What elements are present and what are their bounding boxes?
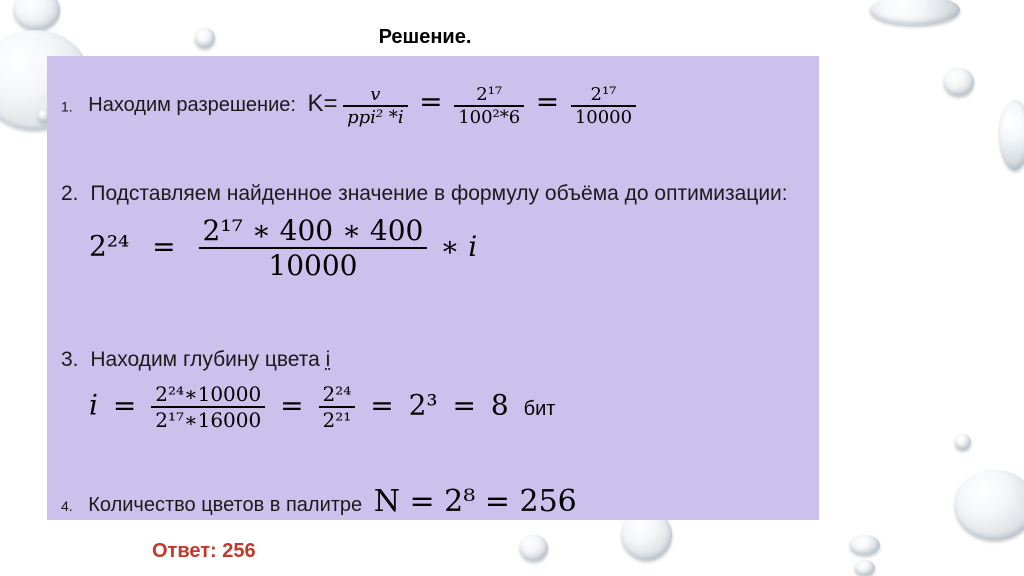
water-drop-decoration	[955, 434, 971, 450]
formula-lhs: 2²⁴	[89, 229, 130, 263]
step-text: Находим глубину цвета	[90, 348, 320, 371]
fraction	[343, 84, 408, 128]
step-number: 2.	[61, 182, 79, 205]
fraction-denominator: 2¹⁷∗16000	[151, 406, 265, 432]
water-drop-decoration	[955, 470, 1024, 540]
fraction-numerator: 2¹⁷	[590, 84, 617, 105]
fraction-numerator: 2²⁴∗10000	[155, 382, 262, 406]
step-text: Находим разрешение:	[88, 94, 296, 117]
water-drop-decoration	[870, 0, 960, 25]
fraction-numerator: v	[370, 84, 381, 105]
fraction	[571, 84, 636, 128]
water-drop-decoration	[1000, 100, 1024, 170]
variable-i: i	[325, 348, 331, 371]
step-text: Подставляем найденное значение в формулу объёма до оптимизации:	[90, 182, 788, 205]
bit-result: 8	[490, 388, 509, 422]
equals-sign: =	[370, 388, 394, 422]
answer-text: Ответ: 256	[152, 540, 256, 562]
fraction-denominator: 10000	[199, 247, 428, 282]
fraction-numerator: 2¹⁷	[476, 84, 503, 105]
step-text: Количество цветов в палитре	[88, 494, 363, 516]
fraction-denominator: 10000	[571, 105, 636, 128]
step-2-formula	[89, 214, 477, 282]
step-2	[61, 182, 788, 206]
step-number: 4.	[61, 498, 73, 514]
palette-formula: N = 2⁸ = 256	[373, 484, 577, 519]
water-drop-decoration	[855, 560, 875, 576]
step-4	[61, 484, 577, 519]
power-result: 2³	[408, 388, 438, 422]
fraction-numerator: 2¹⁷ ∗ 400 ∗ 400	[202, 214, 424, 247]
equals-sign: =	[112, 388, 137, 422]
slide-title: Решение.	[378, 26, 472, 48]
equals-sign: =	[419, 85, 443, 119]
equals-sign: =	[280, 388, 304, 422]
fraction-numerator: 2²⁴	[322, 382, 352, 406]
water-drop-decoration	[520, 535, 548, 561]
k-label: K=	[307, 90, 338, 118]
step-1	[61, 84, 636, 128]
solution-panel	[47, 56, 819, 520]
fraction	[151, 382, 265, 432]
water-drop-decoration	[850, 535, 880, 555]
fraction-denominator: 2²¹	[319, 406, 356, 432]
equals-sign: =	[152, 229, 176, 263]
step-number: 3.	[61, 348, 79, 371]
equals-sign: =	[535, 85, 560, 119]
formula-tail: ∗ i	[440, 229, 478, 263]
fraction	[319, 382, 356, 432]
step-3-formula	[89, 382, 555, 432]
equals-sign: =	[452, 388, 476, 422]
water-drop-decoration	[944, 68, 974, 96]
fraction	[454, 84, 524, 128]
step-number: 1.	[61, 98, 73, 115]
fraction-denominator: ppi² *i	[343, 105, 408, 128]
formula-lhs: i	[89, 388, 98, 422]
fraction-denominator: 100²*6	[454, 105, 524, 128]
step-3	[61, 348, 330, 372]
fraction	[199, 214, 428, 282]
unit-label: бит	[523, 397, 556, 420]
